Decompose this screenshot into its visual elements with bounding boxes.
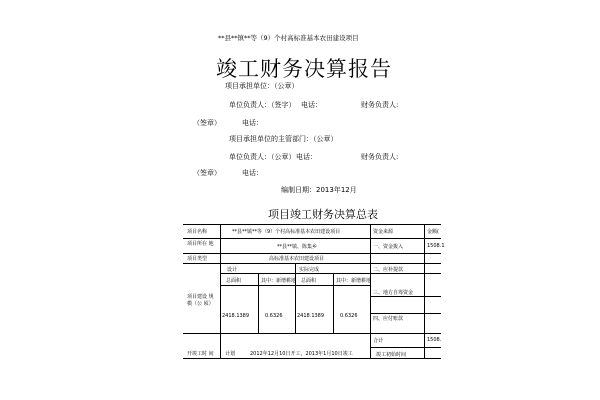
table-row-divider xyxy=(183,238,441,239)
fund-amount-1: 1508.1 xyxy=(427,243,445,249)
table-row-divider xyxy=(370,347,441,348)
table-col-divider xyxy=(370,225,371,358)
project-name-label: 项目名称 xyxy=(187,229,208,235)
table-col-divider xyxy=(258,273,259,333)
init-transfer-label: 竣工初始时间 xyxy=(376,352,407,358)
amount-label: 金额( xyxy=(427,229,439,235)
finance-head-label: 财务负责人: xyxy=(361,101,399,109)
design-total: 2418.1389 xyxy=(222,313,250,319)
scale-label: 项目建设 规模（公 顷） xyxy=(187,294,214,307)
table-col-divider xyxy=(424,225,425,358)
seal-label-2: （签章） xyxy=(193,169,221,177)
fund-item-1: 一、资金拨入 xyxy=(373,244,404,250)
table-col-divider xyxy=(295,263,296,333)
table-col-divider xyxy=(333,273,334,333)
plan-label: 计划 xyxy=(225,351,236,357)
seal-label: （签章） xyxy=(193,119,221,127)
actual-new: 0.6326 xyxy=(340,313,358,319)
phone-label: 电话： xyxy=(301,101,322,109)
fund-item-3: 三、地方自筹资金 xyxy=(373,290,414,296)
table-col-divider xyxy=(220,225,221,358)
unit-head-label-2: 单位负责人：（公章） xyxy=(229,153,296,161)
new-arable-label-2: 其中：新增耕地 xyxy=(336,278,372,284)
type-value: 高标准基本农田建设项目 xyxy=(269,256,325,262)
table-row-divider xyxy=(220,273,441,274)
funding-source-label: 资金来源 xyxy=(373,229,394,235)
fund-item-2: 二、应补提款 xyxy=(373,267,404,273)
table-row-divider xyxy=(370,296,441,297)
location-value: **县**镇、陈集乡 xyxy=(277,244,318,250)
unit-head-label: 单位负责人：（签字） xyxy=(229,101,296,109)
table-row-divider xyxy=(370,313,441,314)
total-area-label-2: 总面积 xyxy=(301,278,317,284)
table-row-divider xyxy=(183,253,441,254)
actual-label: 实际完成 xyxy=(299,267,320,273)
finance-head-label-2: 财务负责人: xyxy=(361,153,399,161)
project-subtitle: **县**镇**等（9）个村高标准基本农田建设项目 xyxy=(218,34,359,42)
total-area-label: 总面积 xyxy=(226,278,242,284)
design-new: 0.6326 xyxy=(265,313,283,319)
table-row-divider xyxy=(183,263,441,264)
compile-date: 编制日期：2013年12月 xyxy=(281,186,357,194)
project-unit-label: 项目承担单位：（公章） xyxy=(225,82,299,90)
phone-label-3: 电话： xyxy=(296,153,317,161)
design-label: 设计 xyxy=(227,267,238,273)
plan-value: 2012年12月10日开工，2013年1月10日竣工 xyxy=(250,351,353,357)
phone-label-4: 电话： xyxy=(242,169,263,177)
new-arable-label: 其中：新增耕地 xyxy=(261,278,297,284)
summary-title: 项目竣工财务决算总表 xyxy=(268,208,378,221)
report-title: 竣工财务决算报告 xyxy=(216,57,392,81)
actual-total: 2418.1389 xyxy=(297,313,325,319)
supervisor-label: 项目承担单位的主管部门：（公章） xyxy=(229,135,338,143)
project-name-value: **县**镇**等（9）个村高标准基本农田建设项目 xyxy=(232,229,341,235)
total-amount: 1508. xyxy=(427,337,442,343)
location-label: 项目所在 地 xyxy=(187,241,214,247)
schedule-label: 开竣工时 间 xyxy=(187,351,214,357)
summary-table xyxy=(183,224,445,359)
table-row-divider xyxy=(183,333,441,334)
total-label: 合计 xyxy=(373,338,384,344)
type-label: 项目类型 xyxy=(187,256,208,262)
phone-label-2: 电话： xyxy=(242,119,263,127)
fund-item-4: 四、应付账款 xyxy=(373,316,404,322)
